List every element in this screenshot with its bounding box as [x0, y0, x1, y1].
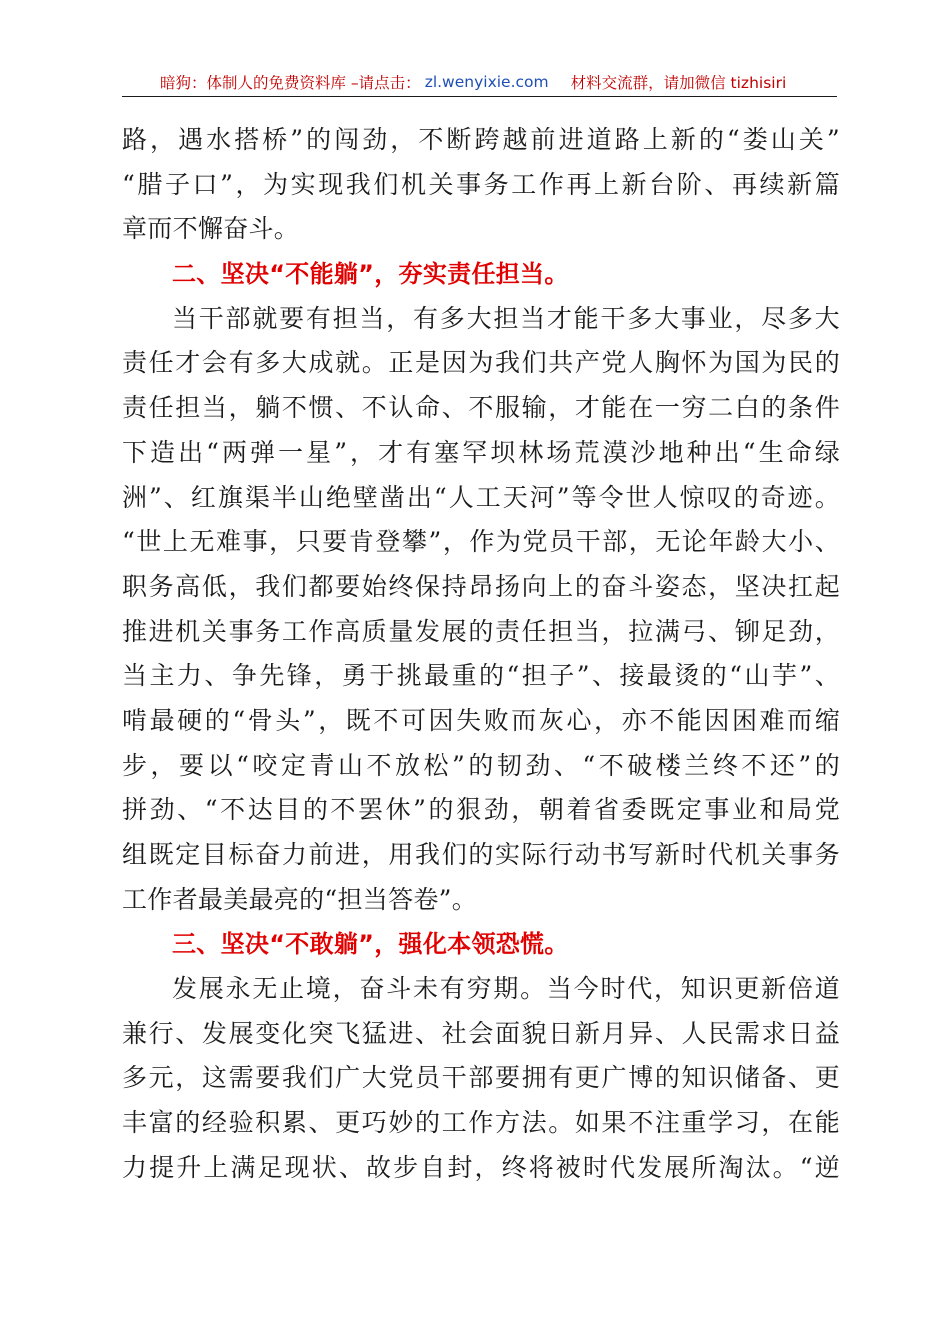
paragraph-line: 发展永无止境，奋斗未有穷期。当今时代，知识更新倍道 — [172, 974, 840, 1004]
paragraph-line: 组既定目标奋力前进，用我们的实际行动书写新时代机关事务 — [122, 840, 840, 869]
section-heading: 二、坚决“不能躺”，夯实责任担当。 — [172, 260, 569, 289]
document-body — [122, 118, 840, 1191]
paragraph-line: 章而不懈奋斗。 — [122, 214, 300, 244]
header-url-link[interactable]: zl.wenyixie.com — [424, 73, 549, 91]
section-heading: 三、坚决“不敢躺”，强化本领恐慌。 — [172, 930, 569, 959]
paragraph-line: 工作者最美最亮的“担当答卷”。 — [122, 884, 478, 914]
paragraph-line: “世上无难事，只要肯登攀”，作为党员干部，无论年龄大小、 — [122, 527, 840, 557]
paragraph-line: 兼行、发展变化突飞猛进、社会面貌日新月异、人民需求日益 — [122, 1018, 840, 1048]
paragraph-line: 多元，这需要我们广大党员干部要拥有更广博的知识储备、更 — [122, 1063, 840, 1093]
paragraph-line: 当主力、争先锋，勇于挑最重的“担子”、接最烫的“山芋”、 — [122, 661, 840, 691]
paragraph-line: 啃最硬的“骨头”，既不可因失败而灰心，亦不能因困难而缩 — [122, 705, 840, 735]
page-header — [122, 68, 837, 97]
header-contact-text: 材料交流群，请加微信 tizhisiri — [570, 74, 787, 92]
paragraph-line: 拼劲、“不达目的不罢休”的狠劲，朝着省委既定事业和局党 — [122, 795, 840, 825]
paragraph-line: 洲”、红旗渠半山绝壁凿出“人工天河”等令世人惊叹的奇迹。 — [122, 482, 840, 512]
header-site-name: 暗狗：体制人的免费资料库 –请点击： — [160, 74, 421, 92]
paragraph-line: 力提升上满足现状、故步自封，终将被时代发展所淘汰。“逆 — [122, 1152, 840, 1182]
paragraph-line: 推进机关事务工作高质量发展的责任担当，拉满弓、铆足劲， — [122, 616, 840, 646]
paragraph-line: 责任才会有多大成就。正是因为我们共产党人胸怀为国为民的 — [122, 348, 840, 378]
paragraph-line: 下造出“两弹一星”，才有塞罕坝林场荒漠沙地种出“生命绿 — [122, 437, 840, 467]
paragraph-line: 丰富的经验积累、更巧妙的工作方法。如果不注重学习，在能 — [122, 1108, 840, 1138]
paragraph-line: 步，要以“咬定青山不放松”的韧劲、“不破楼兰终不还”的 — [122, 750, 840, 780]
paragraph-line: 路，遇水搭桥”的闯劲，不断跨越前进道路上新的“娄山关” — [122, 125, 840, 154]
paragraph-line: 职务高低，我们都要始终保持昂扬向上的奋斗姿态，坚决扛起 — [122, 571, 840, 601]
paragraph-line: 责任担当，躺不惯、不认命、不服输，才能在一穷二白的条件 — [122, 393, 840, 423]
paragraph-line: “腊子口”，为实现我们机关事务工作再上新台阶、再续新篇 — [122, 169, 840, 199]
paragraph-line: 当干部就要有担当，有多大担当才能干多大事业，尽多大 — [172, 303, 840, 333]
